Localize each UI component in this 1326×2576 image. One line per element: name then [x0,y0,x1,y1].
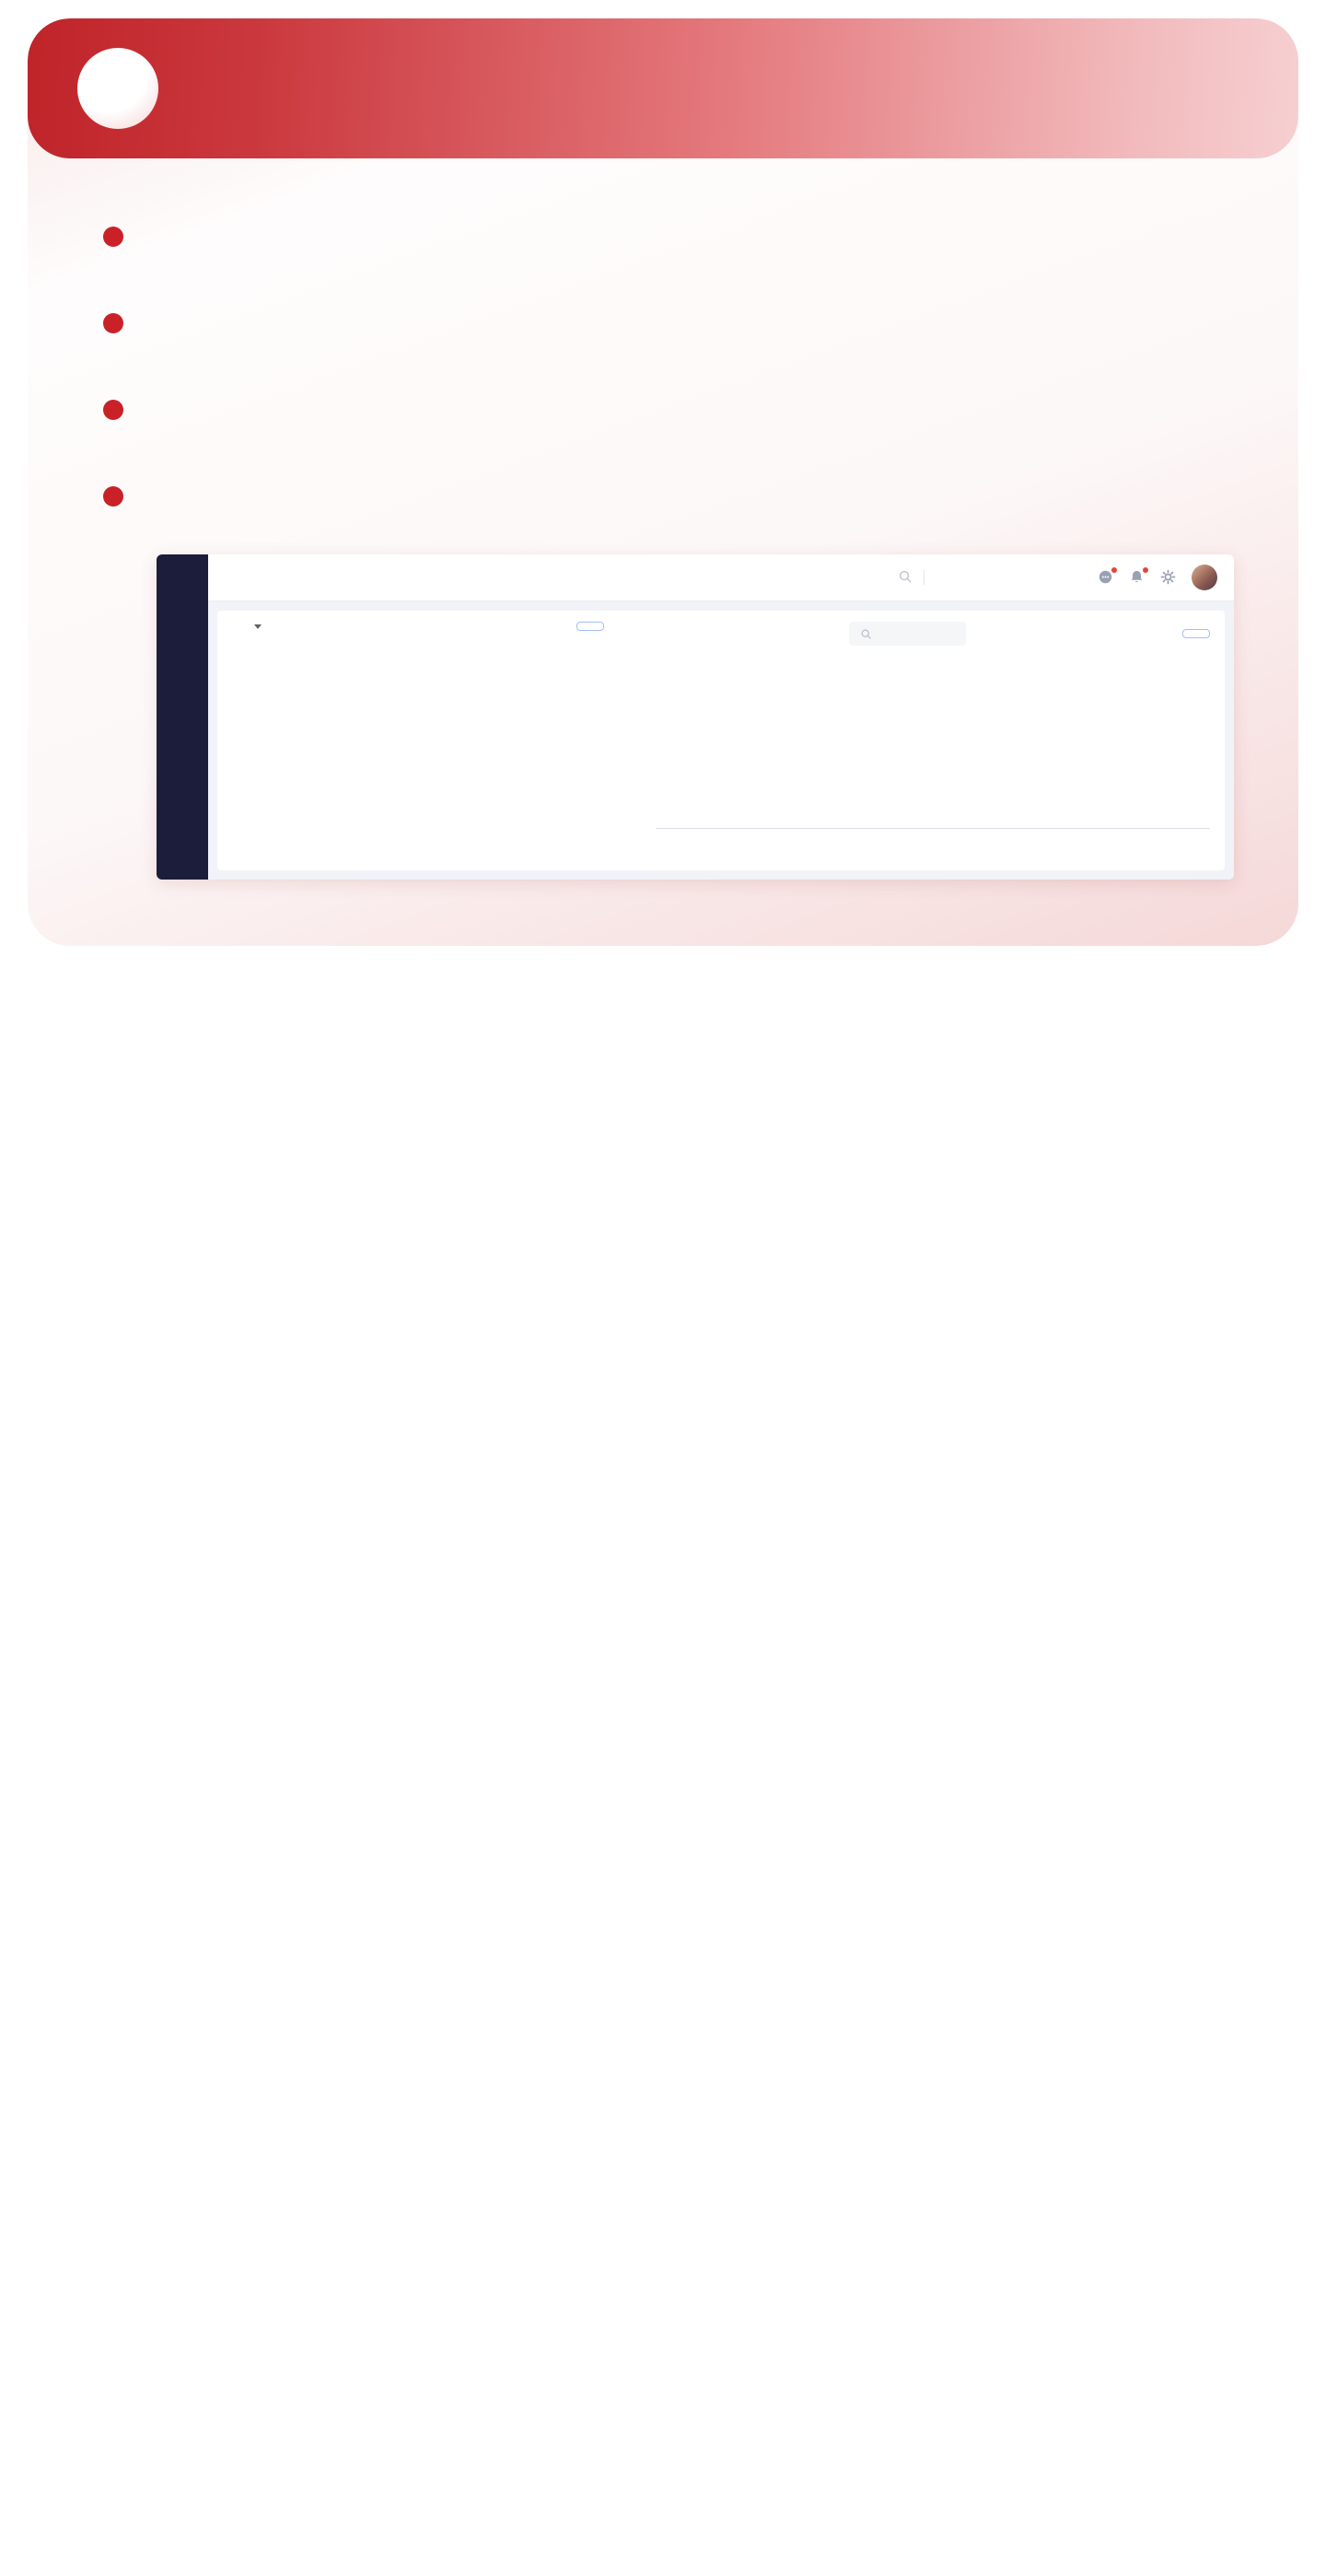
avatar[interactable] [1192,565,1217,590]
app-workarea [208,601,1234,880]
features-heading-row [103,400,1247,420]
material-search-input[interactable] [878,626,955,641]
bar-chart-panel [632,622,1210,841]
notification-dot [1143,567,1148,573]
bar-chart-plot [656,657,1210,829]
section-header [28,18,1298,158]
global-search[interactable] [898,569,1039,586]
material-search[interactable] [849,622,966,646]
report-panel [217,611,1225,870]
app-topbar [208,554,1234,601]
stacked-chart-panel [232,622,604,841]
gear-icon[interactable] [1160,569,1177,586]
stacked-chart-header [232,622,604,631]
target-row [103,227,1247,247]
export-button[interactable] [1182,629,1210,638]
bullet-dot-icon [103,227,123,247]
stacked-chart-x-axis [232,642,604,656]
bullet-dot-icon [103,400,123,420]
search-icon [860,628,872,640]
notification-dot [1111,567,1117,573]
global-search-input[interactable] [934,570,1039,585]
bullet-dot-icon [103,486,123,507]
content [28,158,1298,880]
app-sidebar [157,554,208,880]
chevron-down-icon[interactable] [254,624,262,629]
app-screenshot [157,554,1234,880]
bar-chart [632,657,1210,829]
message-icon[interactable] [1098,569,1114,586]
charts-row [232,622,1210,841]
divider [924,570,925,585]
example-heading-row [103,486,1247,507]
bar-chart-y-axis [632,657,656,828]
bell-icon[interactable] [1129,569,1146,586]
search-icon [898,569,914,586]
feature-card [28,18,1298,946]
app-main [208,554,1234,880]
bar-chart-header [632,622,1210,646]
scene-heading-row [103,313,1247,333]
export-button[interactable] [576,622,604,631]
section-number-badge [77,48,158,129]
bullet-dot-icon [103,313,123,333]
